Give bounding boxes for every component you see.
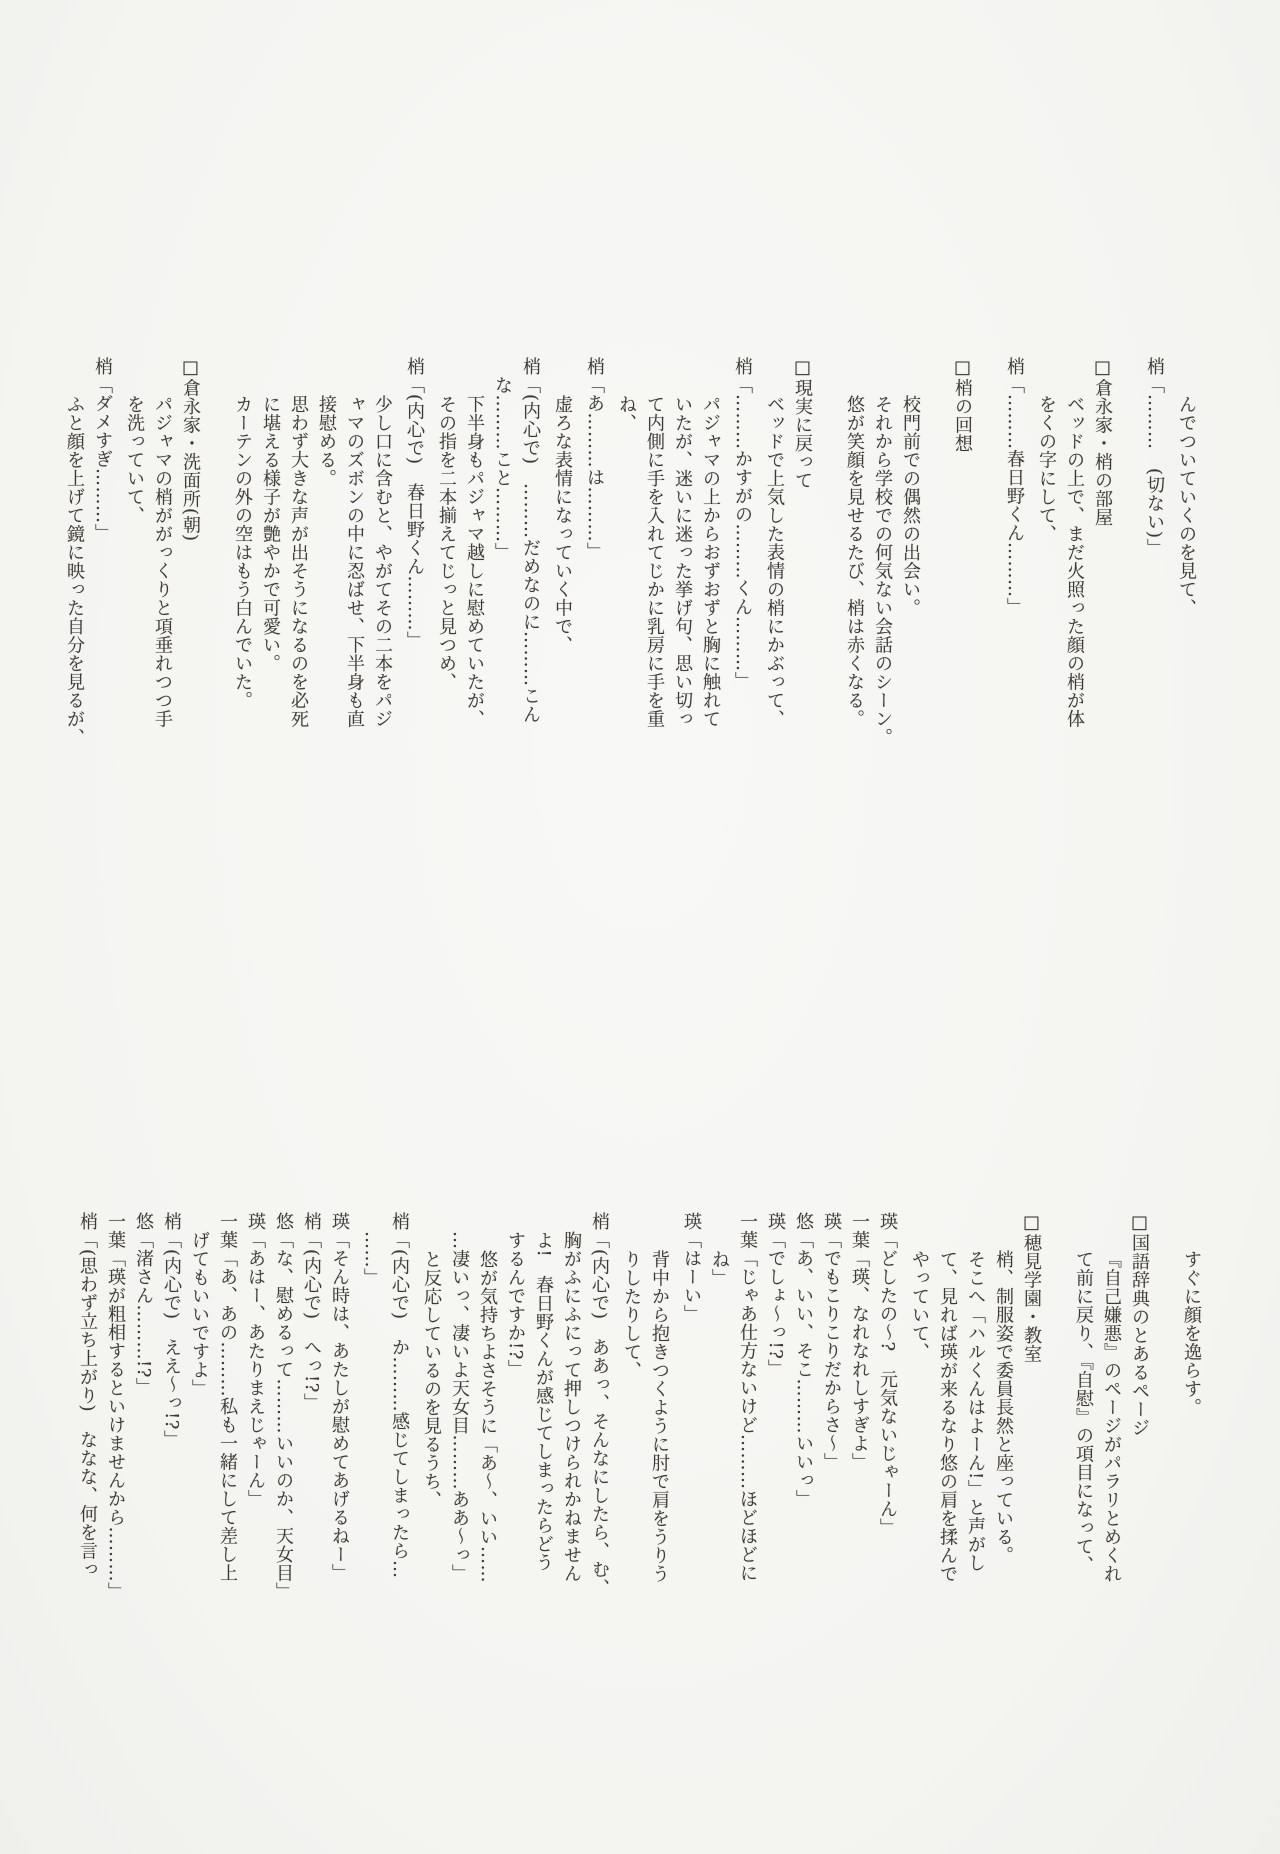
script-line: 胸がふにふにって押しつけられかねません xyxy=(561,1231,582,1583)
script-line: いたが、迷いに迷った挙げ句、思い切っ xyxy=(672,395,693,728)
script-line: りしたりして、 xyxy=(621,1250,642,1380)
script-line: 背中から抱きつくように肘で肩をうりう xyxy=(649,1250,670,1583)
script-line: て、見れば瑛が来るなり悠の肩を揉んで xyxy=(937,1250,958,1583)
script-line: すぐに顔を逸らす。 xyxy=(1181,1250,1202,1417)
script-line: ベッドで上気した表情の梢にかぶって、 xyxy=(764,395,785,728)
script-line: ね」 xyxy=(709,1250,730,1287)
script-line: 瑛「でしょ〜っ!?」 xyxy=(765,1212,786,1378)
script-line: 梢「………春日野くん………」 xyxy=(1004,357,1025,616)
script-line: よ! 春日野くんが感じてしまったらどう xyxy=(533,1231,554,1572)
scene-heading-line: □倉永家・洗面所(朝) xyxy=(180,357,201,542)
script-line: やっていて、 xyxy=(909,1250,930,1361)
script-line: ね、 xyxy=(616,395,637,432)
script-line: 瑛「そん時は、あたしが慰めてあげるねー」 xyxy=(329,1212,350,1582)
script-line: 梢「ダメすぎ………」 xyxy=(92,357,113,542)
script-line: カーテンの外の空はもう白んでいた。 xyxy=(232,395,253,710)
script-line: 接慰める。 xyxy=(316,395,337,488)
script-line: 瑛「どしたの〜? 元気ないじゃーん」 xyxy=(877,1212,898,1537)
script-line: 少し口に含むと、やがてその二本をパジ xyxy=(372,395,393,728)
scene-heading-line: □倉永家・梢の部屋 xyxy=(1092,357,1113,527)
script-line: 梢「(内心で) ええ〜っ!?」 xyxy=(161,1212,182,1449)
script-line: 悠「あ、いい、そこ………いいっ」 xyxy=(793,1212,814,1508)
scene-heading-line: □国語辞典のとあるページ xyxy=(1129,1212,1150,1437)
script-line: 瑛「あはー、あたりまえじゃーん」 xyxy=(245,1212,266,1508)
script-line: 梢「あ………は………」 xyxy=(584,357,605,561)
script-line: 梢「(思わず立ち上がり) ななな、何を言っ xyxy=(77,1212,98,1579)
script-line: げてもいいですよ」 xyxy=(189,1231,210,1398)
script-block-bottom xyxy=(73,1212,1205,1601)
script-line: 一葉「瑛が粗相するといけませんから………」 xyxy=(105,1212,126,1601)
script-line: 梢「(内心で) 春日野くん………」 xyxy=(404,357,425,650)
scene-heading-line: □梢の回想 xyxy=(952,357,973,453)
script-line: 思わず大きな声が出そうになるのを必死 xyxy=(288,395,309,728)
script-line: ふと顔を上げて鏡に映った自分を見るが、 xyxy=(64,395,85,747)
script-line: 一葉「じゃあ仕方ないけど………ほどほどに xyxy=(737,1212,758,1582)
script-line: 悠が気持ちよさそうに「あ〜、いい…… xyxy=(477,1250,498,1583)
script-line: を洗っていて、 xyxy=(124,395,145,525)
script-line: んでついていくのを見て、 xyxy=(1176,395,1197,617)
script-line: 悠が笑顔を見せるたび、梢は赤くなる。 xyxy=(844,395,865,728)
script-line: 校門前での偶然の出会い。 xyxy=(900,395,921,617)
script-line: 梢「(内心で) ああっ、そんなにしたら、む、 xyxy=(589,1212,610,1598)
script-line: 悠「渚さん………!?」 xyxy=(133,1212,154,1397)
script-line: パジャマの上からおずおずと胸に触れて xyxy=(700,395,721,728)
script-line: 下半身もパジャマ越しに慰めていたが、 xyxy=(464,395,485,728)
script-line: 一葉「あ、あの………私も一緒にして差し上 xyxy=(217,1212,238,1582)
script-line: 瑛「でもこりこりだからさ〜」 xyxy=(821,1212,842,1471)
script-line: て内側に手を入れてじかに乳房に手を重 xyxy=(644,395,665,728)
script-line: 梢「(内心で) ………だめなのに………こん xyxy=(520,357,541,724)
script-line: ャマのズボンの中に忍ばせ、下半身も直 xyxy=(344,395,365,728)
script-line: 梢「(内心で) か………感じてしまったら… xyxy=(389,1212,410,1579)
script-line: な………こと………」 xyxy=(492,376,513,561)
script-line: それから学校での何気ない会話のシーン。 xyxy=(872,395,893,747)
script-line: 梢「……… (切ない)」 xyxy=(1144,357,1165,558)
script-line: そこへ「ハルくんはよーん!」と声がし xyxy=(965,1250,986,1573)
script-line: て前に戻り、『自慰』の項目になって、 xyxy=(1073,1250,1094,1574)
script-block-top xyxy=(60,357,1200,747)
script-line: パジャマの梢ががっくりと項垂れつつ手 xyxy=(152,395,173,728)
script-line: 梢「………かすがの………くん………」 xyxy=(732,357,753,690)
scene-heading-line: □現実に戻って xyxy=(792,357,813,490)
script-line: ……」 xyxy=(361,1231,382,1287)
script-line: 『自己嫌悪』のページがパラリとめくれ xyxy=(1101,1250,1122,1583)
script-line: 一葉「瑛、なれなれしすぎよ」 xyxy=(849,1212,870,1471)
script-line: 虚ろな表情になっていく中で、 xyxy=(552,395,573,654)
scene-heading-line: □穂見学園・教室 xyxy=(1021,1212,1042,1363)
script-line: 梢「(内心で) へっ!?」 xyxy=(301,1212,322,1412)
script-line: するんですか!?」 xyxy=(505,1231,526,1379)
script-line: …凄いっ、凄いよ天女目………ああ〜っ」 xyxy=(449,1231,470,1583)
script-line: に堪える様子が艶やかで可愛い。 xyxy=(260,395,281,673)
script-line: その指を二本揃えてじっと見つめ、 xyxy=(436,395,457,691)
script-line: ベッドの上で、まだ火照った顔の梢が体 xyxy=(1064,395,1085,728)
script-line: 瑛「はーい」 xyxy=(681,1212,702,1323)
script-line: 悠「な、慰めるって………いいのか、天女目」 xyxy=(273,1212,294,1601)
script-line: 梢、制服姿で委員長然と座っている。 xyxy=(993,1250,1014,1565)
script-line: をくの字にして、 xyxy=(1036,395,1057,543)
script-line: と反応しているのを見るうち、 xyxy=(421,1250,442,1509)
